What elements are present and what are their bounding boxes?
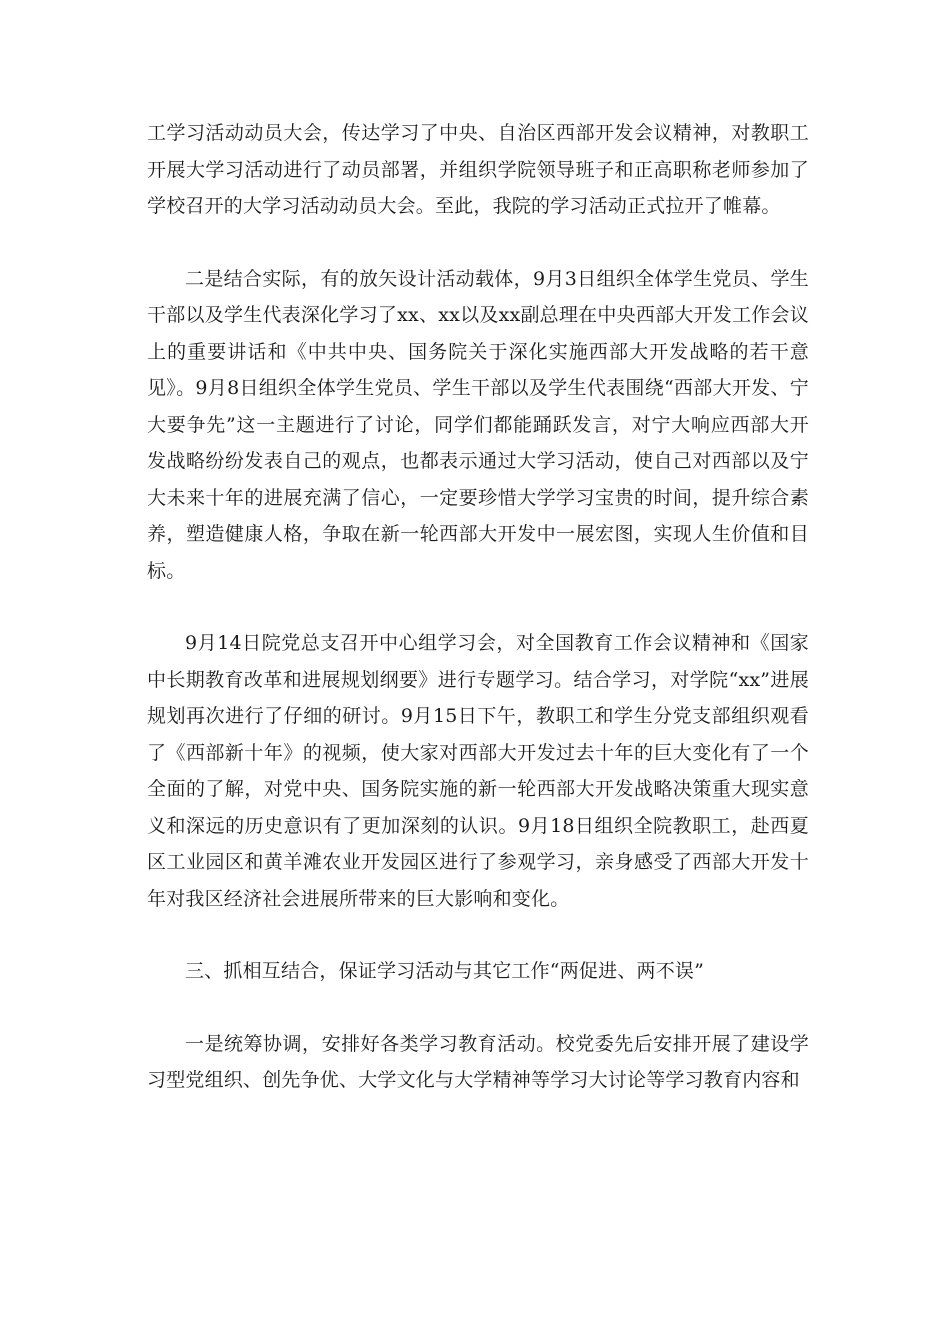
paragraph-september-study-sessions: 9月14日院党总支召开中心组学习会，对全国教育工作会议精神和《国家中长期教育改革和进展规划纲要》进行专题学习。结合学习，对学院“xx”进展规划再次进行了仔细的研讨。9月15日下午，教职工和学生分党支部组织观看了《西部新十年》的视频，使大家对西部大开发过去十年的巨大变化有了一个全面的了解，对党中央、国务院实施的新一轮西部大开发战略决策重大现实意义和深远的历史意识有了更加深刻的认识。9月18日组织全院教职工，赴西夏区工业园区和黄羊滩农业开发园区进行了参观学习，亲身感受了西部大开发十年对我区经济社会进展所带来的巨大影响和变化。 — [147, 632, 809, 910]
paragraph-coordination: 一是统筹协调，安排好各类学习教育活动。校党委先后安排开展了建设学习型党组织、创先争优、大学文化与大学精神等学习大讨论等学习教育内容和 — [147, 1032, 809, 1091]
paragraph-mobilization-meeting: 工学习活动动员大会，传达学习了中央、自治区西部开发会议精神，对教职工开展大学习活动进行了动员部署，并组织学院领导班子和正高职称老师参加了学校召开的大学习活动动员大会。至此，我院的学习活动正式拉开了帷幕。 — [147, 122, 809, 217]
section-heading-three: 三、抓相互结合，保证学习活动与其它工作“两促进、两不误” — [185, 960, 705, 982]
document-body — [147, 115, 809, 1135]
paragraph-student-study-activities: 二是结合实际，有的放矢设计活动载体，9月3日组织全体学生党员、学生干部以及学生代表深化学习了xx、xx以及xx副总理在中央西部大开发工作会议上的重要讲话和《中共中央、国务院关于深化实施西部大开发战略的若干意见》。9月8日组织全体学生党员、学生干部以及学生代表围绕“西部大开发、宁大要争先”这一主题进行了讨论，同学们都能踊跃发言，对宁大响应西部大开发战略纷纷发表自己的观点，也都表示通过大学习活动，使自己对西部以及宁大未来十年的进展充满了信心，一定要珍惜大学学习宝贵的时间，提升综合素养，塑造健康人格，争取在新一轮西部大开发中一展宏图，实现人生价值和目标。 — [147, 267, 809, 582]
